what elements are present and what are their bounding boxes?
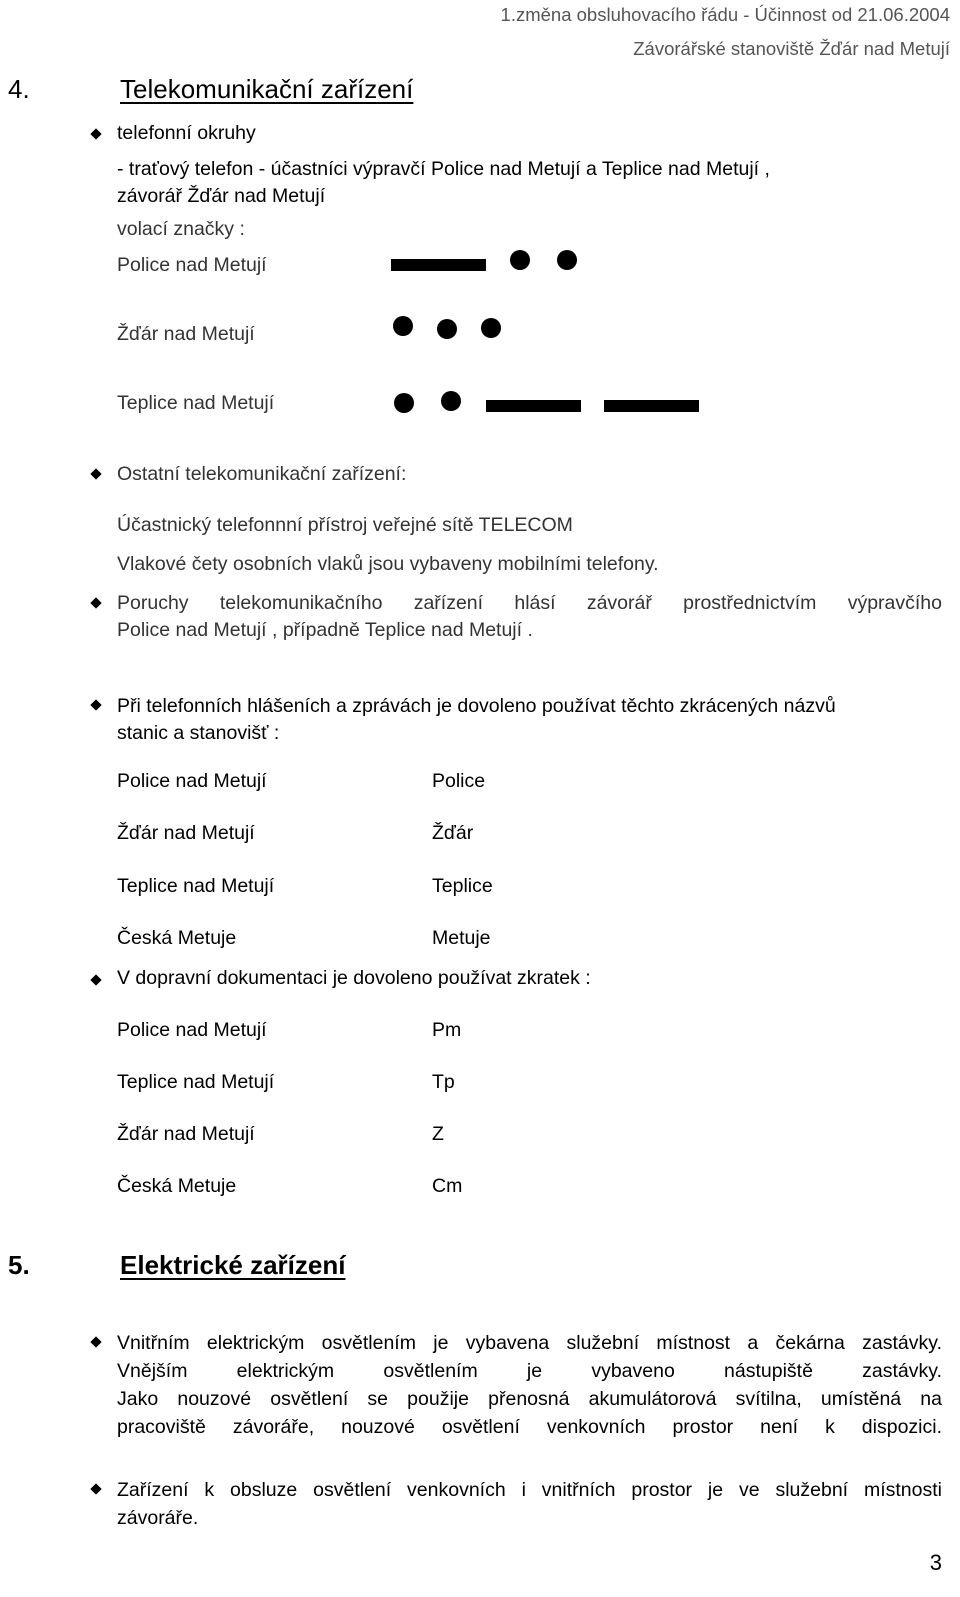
other-telecom-line-2: Vlakové čety osobních vlaků jsou vybaveny mobilními telefony. bbox=[117, 553, 659, 575]
call-sign-dot-mark bbox=[393, 316, 413, 336]
doc-abbr-full: Česká Metuje bbox=[117, 1175, 237, 1197]
lighting-line-3: Jako nouzové osvětlení se použije přenosná akumulátorová svítilna, umístěná na bbox=[117, 1388, 942, 1410]
controls-line-2: závoráře. bbox=[117, 1507, 199, 1529]
page-number: 3 bbox=[929, 1550, 942, 1575]
lighting-paragraph bbox=[117, 1329, 942, 1441]
other-telecom-line-1: Účastnický telefonnní přístroj veřejné sítě TELECOM bbox=[117, 514, 573, 536]
doc-abbr-full: Žďár nad Metují bbox=[117, 1123, 255, 1145]
call-sign-dot-mark bbox=[437, 319, 457, 339]
faults-line-1: Poruchy telekomunikačního zařízení hlásí závorář prostřednictvím výpravčího bbox=[117, 592, 942, 614]
bullet-icon bbox=[90, 699, 102, 711]
call-sign-dot-mark bbox=[557, 250, 577, 270]
header-location: Závorářské stanoviště Žďár nad Metují bbox=[633, 38, 950, 59]
bullet-icon bbox=[90, 1336, 102, 1348]
short-name-full: Police nad Metují bbox=[117, 770, 267, 792]
doc-abbr-full: Police nad Metují bbox=[117, 1019, 267, 1041]
doc-abbr-short: Cm bbox=[432, 1175, 463, 1197]
phone-circuits-title: telefonní okruhy bbox=[117, 122, 256, 144]
faults-paragraph bbox=[117, 590, 942, 644]
abbr-intro-paragraph bbox=[117, 693, 942, 747]
short-name-short: Teplice bbox=[432, 875, 493, 897]
call-signs-label: volací značky : bbox=[117, 218, 245, 240]
lighting-line-1: Vnitřním elektrickým osvětlením je vybavena služební místnost a čekárna zastávky. bbox=[117, 1332, 942, 1354]
bullet-icon bbox=[90, 128, 102, 140]
section-5-number: 5. bbox=[8, 1250, 30, 1280]
bullet-icon bbox=[90, 468, 102, 480]
crossing-keeper-line: závorář Žďár nad Metují bbox=[117, 185, 326, 207]
controls-paragraph bbox=[117, 1476, 942, 1532]
section-5-title: Elektrické zařízení bbox=[120, 1250, 346, 1280]
lighting-line-2: Vnějším elektrickým osvětlením je vybaveno nástupiště zastávky. bbox=[117, 1360, 942, 1382]
call-sign-station-zdar: Žďár nad Metují bbox=[117, 323, 255, 345]
faults-line-2: Police nad Metují , případně Teplice nad Metují . bbox=[117, 619, 533, 641]
short-name-full: Žďár nad Metují bbox=[117, 822, 255, 844]
bullet-icon bbox=[90, 1483, 102, 1495]
short-name-short: Police bbox=[432, 770, 486, 792]
abbr-intro-line-1: Při telefonních hlášeních a zprávách je dovoleno používat těchto zkrácených názvů bbox=[117, 695, 836, 717]
call-sign-station-police: Police nad Metují bbox=[117, 254, 267, 276]
track-phone-line: - traťový telefon - účastníci výpravčí Police nad Metují a Teplice nad Metují , bbox=[117, 158, 770, 180]
other-telecom-title: Ostatní telekomunikační zařízení: bbox=[117, 463, 407, 485]
bullet-icon bbox=[90, 974, 102, 986]
section-4-title: Telekomunikační zařízení bbox=[120, 74, 414, 104]
call-sign-dot-mark bbox=[394, 393, 414, 413]
call-sign-dash-mark bbox=[391, 259, 486, 271]
doc-abbr-short: Tp bbox=[432, 1071, 455, 1093]
call-sign-dash-mark bbox=[486, 400, 581, 412]
short-name-short: Žďár bbox=[432, 822, 474, 844]
short-name-short: Metuje bbox=[432, 927, 491, 949]
section-4-heading bbox=[8, 74, 413, 105]
lighting-line-4: pracoviště závoráře, nouzové osvětlení venkovních prostor není k dispozici. bbox=[117, 1416, 942, 1438]
doc-abbr-full: Teplice nad Metují bbox=[117, 1071, 275, 1093]
doc-abbr-short: Pm bbox=[432, 1019, 462, 1041]
call-sign-dash-mark bbox=[604, 400, 699, 412]
short-name-full: Česká Metuje bbox=[117, 927, 237, 949]
bullet-icon bbox=[90, 597, 102, 609]
call-sign-dot-mark bbox=[510, 250, 530, 270]
call-sign-dot-mark bbox=[441, 391, 461, 411]
section-5-heading bbox=[8, 1250, 345, 1281]
controls-line-1: Zařízení k obsluze osvětlení venkovních i vnitřních prostor je ve služební místnosti bbox=[117, 1479, 942, 1501]
abbr-intro-line-2: stanic a stanovišť : bbox=[117, 722, 280, 744]
short-name-full: Teplice nad Metují bbox=[117, 875, 275, 897]
call-sign-dot-mark bbox=[481, 318, 501, 338]
call-sign-station-teplice: Teplice nad Metují bbox=[117, 392, 275, 414]
section-4-number: 4. bbox=[8, 74, 30, 104]
doc-abbr-short: Z bbox=[432, 1123, 444, 1145]
doc-abbr-intro: V dopravní dokumentaci je dovoleno používat zkratek : bbox=[117, 967, 591, 989]
header-change-notice: 1.změna obsluhovacího řádu - Účinnost od 21.06.2004 bbox=[500, 4, 950, 25]
